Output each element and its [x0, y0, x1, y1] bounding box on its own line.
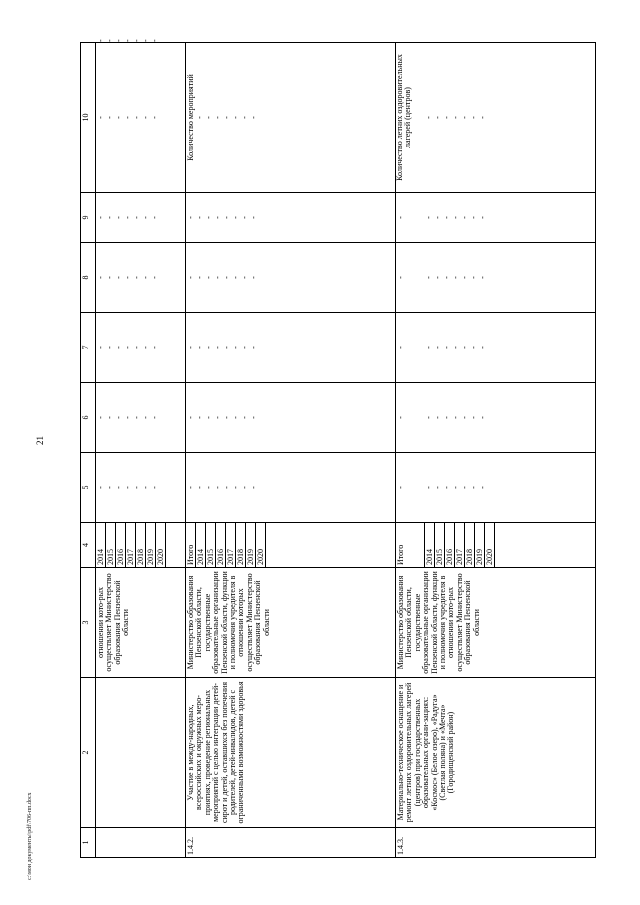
- value: -: [132, 416, 141, 419]
- value: -: [478, 216, 487, 219]
- value: -: [114, 216, 123, 219]
- value: -: [231, 416, 240, 419]
- value: -: [105, 346, 114, 349]
- value: -: [204, 416, 213, 419]
- value: -: [249, 486, 258, 489]
- value: -: [451, 416, 460, 419]
- value: -: [213, 216, 222, 219]
- header-cell: 6: [81, 383, 96, 453]
- year: 2018: [236, 523, 246, 567]
- value: -: [132, 346, 141, 349]
- value: -: [396, 486, 405, 489]
- value: -: [451, 276, 460, 279]
- header-row: [81, 43, 96, 858]
- value: -: [478, 116, 487, 119]
- value: -: [195, 346, 204, 349]
- value: -: [204, 346, 213, 349]
- footer-file-path: c:\мои документы\pdf\706-пп.docx: [27, 792, 33, 880]
- value: -: [150, 416, 159, 419]
- value: -: [114, 346, 123, 349]
- value: -: [433, 116, 442, 119]
- value: -: [132, 216, 141, 219]
- value: -: [204, 486, 213, 489]
- value: -: [213, 276, 222, 279]
- value: -: [424, 276, 433, 279]
- value: -: [213, 116, 222, 119]
- value: -: [105, 116, 114, 119]
- value: -: [222, 416, 231, 419]
- header-cell: 7: [81, 313, 96, 383]
- value: -: [249, 276, 258, 279]
- value: -: [222, 276, 231, 279]
- value: -: [96, 276, 105, 279]
- cell-executor: Министерство образования Пензенской области, государственные образовательные организации Пензенской области, функции и полномочия учредителя в отношении кото-рых осуществляет Министерство образования Пензенской области: [396, 568, 596, 678]
- value: -: [114, 416, 123, 419]
- year: 2016: [445, 523, 455, 567]
- cell-executor: Министерство образования Пензенской области, государственные образовательные организации Пензенской области, функции и полномочия учредителя в отношении которых осуществляет Министерство образования Пензенской области: [186, 568, 396, 678]
- header-cell: 3: [81, 568, 96, 678]
- cell-values: [186, 313, 396, 383]
- table-row: [396, 43, 596, 858]
- value: -: [96, 416, 105, 419]
- page-number: 21: [35, 436, 45, 445]
- cell-values: [96, 43, 186, 193]
- year: 2017: [126, 523, 136, 567]
- cell-values: [96, 243, 186, 313]
- value: -: [204, 116, 213, 119]
- year: 2015: [106, 523, 116, 567]
- value: -: [231, 116, 240, 119]
- year: Итого: [186, 523, 196, 567]
- cell-num: 1.4.2.: [186, 828, 396, 858]
- cell-name: Материально-техническое оснащение и ремонт летних оздоровительных лагерей (центров) при государственных образовательных органи-зациях: «Космос» (Белое озеро), «Радуга» (Светлая поляна) и «Мечта» (Городищенский район): [396, 678, 596, 828]
- value: -: [141, 276, 150, 279]
- value: -: [469, 486, 478, 489]
- value: -: [460, 486, 469, 489]
- cell-years: [96, 523, 186, 568]
- value: -: [150, 486, 159, 489]
- header-cell: 4: [81, 523, 96, 568]
- cell-indicator: [396, 43, 596, 193]
- value: -: [240, 276, 249, 279]
- cell-values: [96, 453, 186, 523]
- cell-years: [396, 523, 596, 568]
- value: -: [460, 346, 469, 349]
- value: -: [96, 486, 105, 489]
- cell-executor: отношении кото-рых осуществляет Министерство образования Пензенской области: [96, 568, 186, 678]
- cell-values: [186, 453, 396, 523]
- value: -: [424, 216, 433, 219]
- year: 2014: [96, 523, 106, 567]
- value: -: [424, 346, 433, 349]
- value: -: [249, 346, 258, 349]
- value: -: [469, 346, 478, 349]
- value: -: [105, 216, 114, 219]
- value: -: [396, 416, 405, 419]
- value: -: [469, 416, 478, 419]
- value: -: [141, 416, 150, 419]
- year: 2015: [435, 523, 445, 567]
- cell-values: [396, 313, 596, 383]
- table-container: [80, 39, 592, 858]
- value: -: [442, 346, 451, 349]
- header-cell: 5: [81, 453, 96, 523]
- value: -: [96, 116, 105, 119]
- value: -: [396, 346, 405, 349]
- value: -: [442, 276, 451, 279]
- value: -: [396, 216, 405, 219]
- value: -: [433, 346, 442, 349]
- value: -: [150, 116, 159, 119]
- value: -: [132, 486, 141, 489]
- header-cell: 1: [81, 828, 96, 858]
- indicator-label: Количество летних оздоровительных лагерей (центров): [395, 54, 413, 181]
- value: -: [123, 486, 132, 489]
- value: -: [231, 276, 240, 279]
- value: -: [451, 116, 460, 119]
- year: 2014: [425, 523, 435, 567]
- year: 2018: [465, 523, 475, 567]
- value: -: [231, 486, 240, 489]
- value: -: [396, 276, 405, 279]
- value: -: [249, 116, 258, 119]
- year: 2014: [196, 523, 206, 567]
- value: -: [141, 486, 150, 489]
- value: -: [442, 216, 451, 219]
- value: -: [469, 276, 478, 279]
- cell-values: [96, 383, 186, 453]
- cell-years: [186, 523, 396, 568]
- value: -: [231, 216, 240, 219]
- value: -: [114, 276, 123, 279]
- header-cell: 8: [81, 243, 96, 313]
- value: -: [469, 116, 478, 119]
- cell-name: [96, 678, 186, 828]
- value: -: [249, 216, 258, 219]
- value: -: [213, 486, 222, 489]
- value: -: [150, 346, 159, 349]
- value: -: [442, 486, 451, 489]
- value: -: [114, 486, 123, 489]
- value: -: [478, 416, 487, 419]
- year: 2017: [455, 523, 465, 567]
- value: -: [460, 216, 469, 219]
- value: -: [195, 216, 204, 219]
- cell-values: [96, 193, 186, 243]
- cell-name: Участие в между-народных, всероссийских и окружных меро-приятиях, проведение региональных мероприятий с целью интеграции детей-сирот и детей, оставшихся без попечения родителей, детей-инвалидов, детей с ограниченными возможностями здоровья: [186, 678, 396, 828]
- year: 2016: [116, 523, 126, 567]
- cell-values: [396, 453, 596, 523]
- value: -: [213, 416, 222, 419]
- value: -: [186, 346, 195, 349]
- value: -: [222, 216, 231, 219]
- value: -: [195, 486, 204, 489]
- value: -: [442, 116, 451, 119]
- header-cell: 2: [81, 678, 96, 828]
- cell-values: [396, 383, 596, 453]
- value: -: [433, 216, 442, 219]
- value: -: [213, 346, 222, 349]
- value: -: [132, 116, 141, 119]
- value: -: [460, 116, 469, 119]
- cell-num: [96, 828, 186, 858]
- value: -: [150, 276, 159, 279]
- value: -: [433, 486, 442, 489]
- value: -: [96, 346, 105, 349]
- year: Итого: [396, 523, 425, 567]
- value: -: [195, 116, 204, 119]
- value: -: [442, 416, 451, 419]
- value: -: [141, 346, 150, 349]
- year: 2020: [156, 523, 166, 567]
- program-table: [80, 39, 596, 858]
- value: -: [222, 346, 231, 349]
- cell-values: [396, 243, 596, 313]
- value: -: [141, 216, 150, 219]
- value: -: [105, 486, 114, 489]
- value: -: [433, 276, 442, 279]
- year: 2015: [206, 523, 216, 567]
- cell-num: 1.4.3.: [396, 828, 596, 858]
- value: -: [451, 216, 460, 219]
- value: -: [460, 416, 469, 419]
- value: -: [123, 416, 132, 419]
- value: -: [150, 216, 159, 219]
- value: -: [240, 346, 249, 349]
- value: -: [249, 416, 258, 419]
- value: -: [424, 116, 433, 119]
- value: -: [123, 216, 132, 219]
- year: 2019: [146, 523, 156, 567]
- value: -: [231, 346, 240, 349]
- year: 2018: [136, 523, 146, 567]
- value: -: [460, 276, 469, 279]
- value: -: [186, 276, 195, 279]
- header-cell: 10: [81, 43, 96, 193]
- value: -: [222, 116, 231, 119]
- value: -: [424, 416, 433, 419]
- cell-values: [186, 243, 396, 313]
- value: -: [141, 116, 150, 119]
- value: -: [478, 346, 487, 349]
- value: -: [478, 486, 487, 489]
- cell-values: [96, 313, 186, 383]
- value: -: [478, 276, 487, 279]
- value: -: [433, 416, 442, 419]
- value: -: [123, 276, 132, 279]
- value: -: [105, 276, 114, 279]
- value: -: [204, 276, 213, 279]
- year: 2017: [226, 523, 236, 567]
- table-row: [186, 43, 396, 858]
- cell-values: [186, 193, 396, 243]
- value: -: [195, 276, 204, 279]
- value: -: [123, 116, 132, 119]
- year: 2020: [485, 523, 495, 567]
- cell-values: [396, 193, 596, 243]
- cell-indicator: [186, 43, 396, 193]
- value: -: [132, 276, 141, 279]
- rotated-table: [80, 39, 592, 858]
- value: -: [186, 486, 195, 489]
- value: -: [195, 416, 204, 419]
- year: 2019: [475, 523, 485, 567]
- value: -: [96, 216, 105, 219]
- value: -: [240, 216, 249, 219]
- table-row: отношении кото-рых осуществляет Министерство образования Пензенской области 2014 2015 2016 2017 2018 2019 2020 - - - - - - - - - - - - - - - - - - - - - - - - - - - - - - - - - - - - - - - - - - - - - - - - -: [96, 43, 186, 858]
- value: -: [240, 486, 249, 489]
- year: 2016: [216, 523, 226, 567]
- value: -: [451, 346, 460, 349]
- value: -: [186, 416, 195, 419]
- value: -: [123, 346, 132, 349]
- value: -: [105, 416, 114, 419]
- value: -: [469, 216, 478, 219]
- value: -: [451, 486, 460, 489]
- value: -: [186, 216, 195, 219]
- header-cell: 9: [81, 193, 96, 243]
- value: -: [204, 216, 213, 219]
- value: -: [240, 116, 249, 119]
- indicator-label: Количество мероприятий: [186, 74, 195, 161]
- value: -: [222, 486, 231, 489]
- year: 2020: [256, 523, 266, 567]
- value: -: [114, 116, 123, 119]
- value: -: [240, 416, 249, 419]
- cell-values: [186, 383, 396, 453]
- value: -: [424, 486, 433, 489]
- year: 2019: [246, 523, 256, 567]
